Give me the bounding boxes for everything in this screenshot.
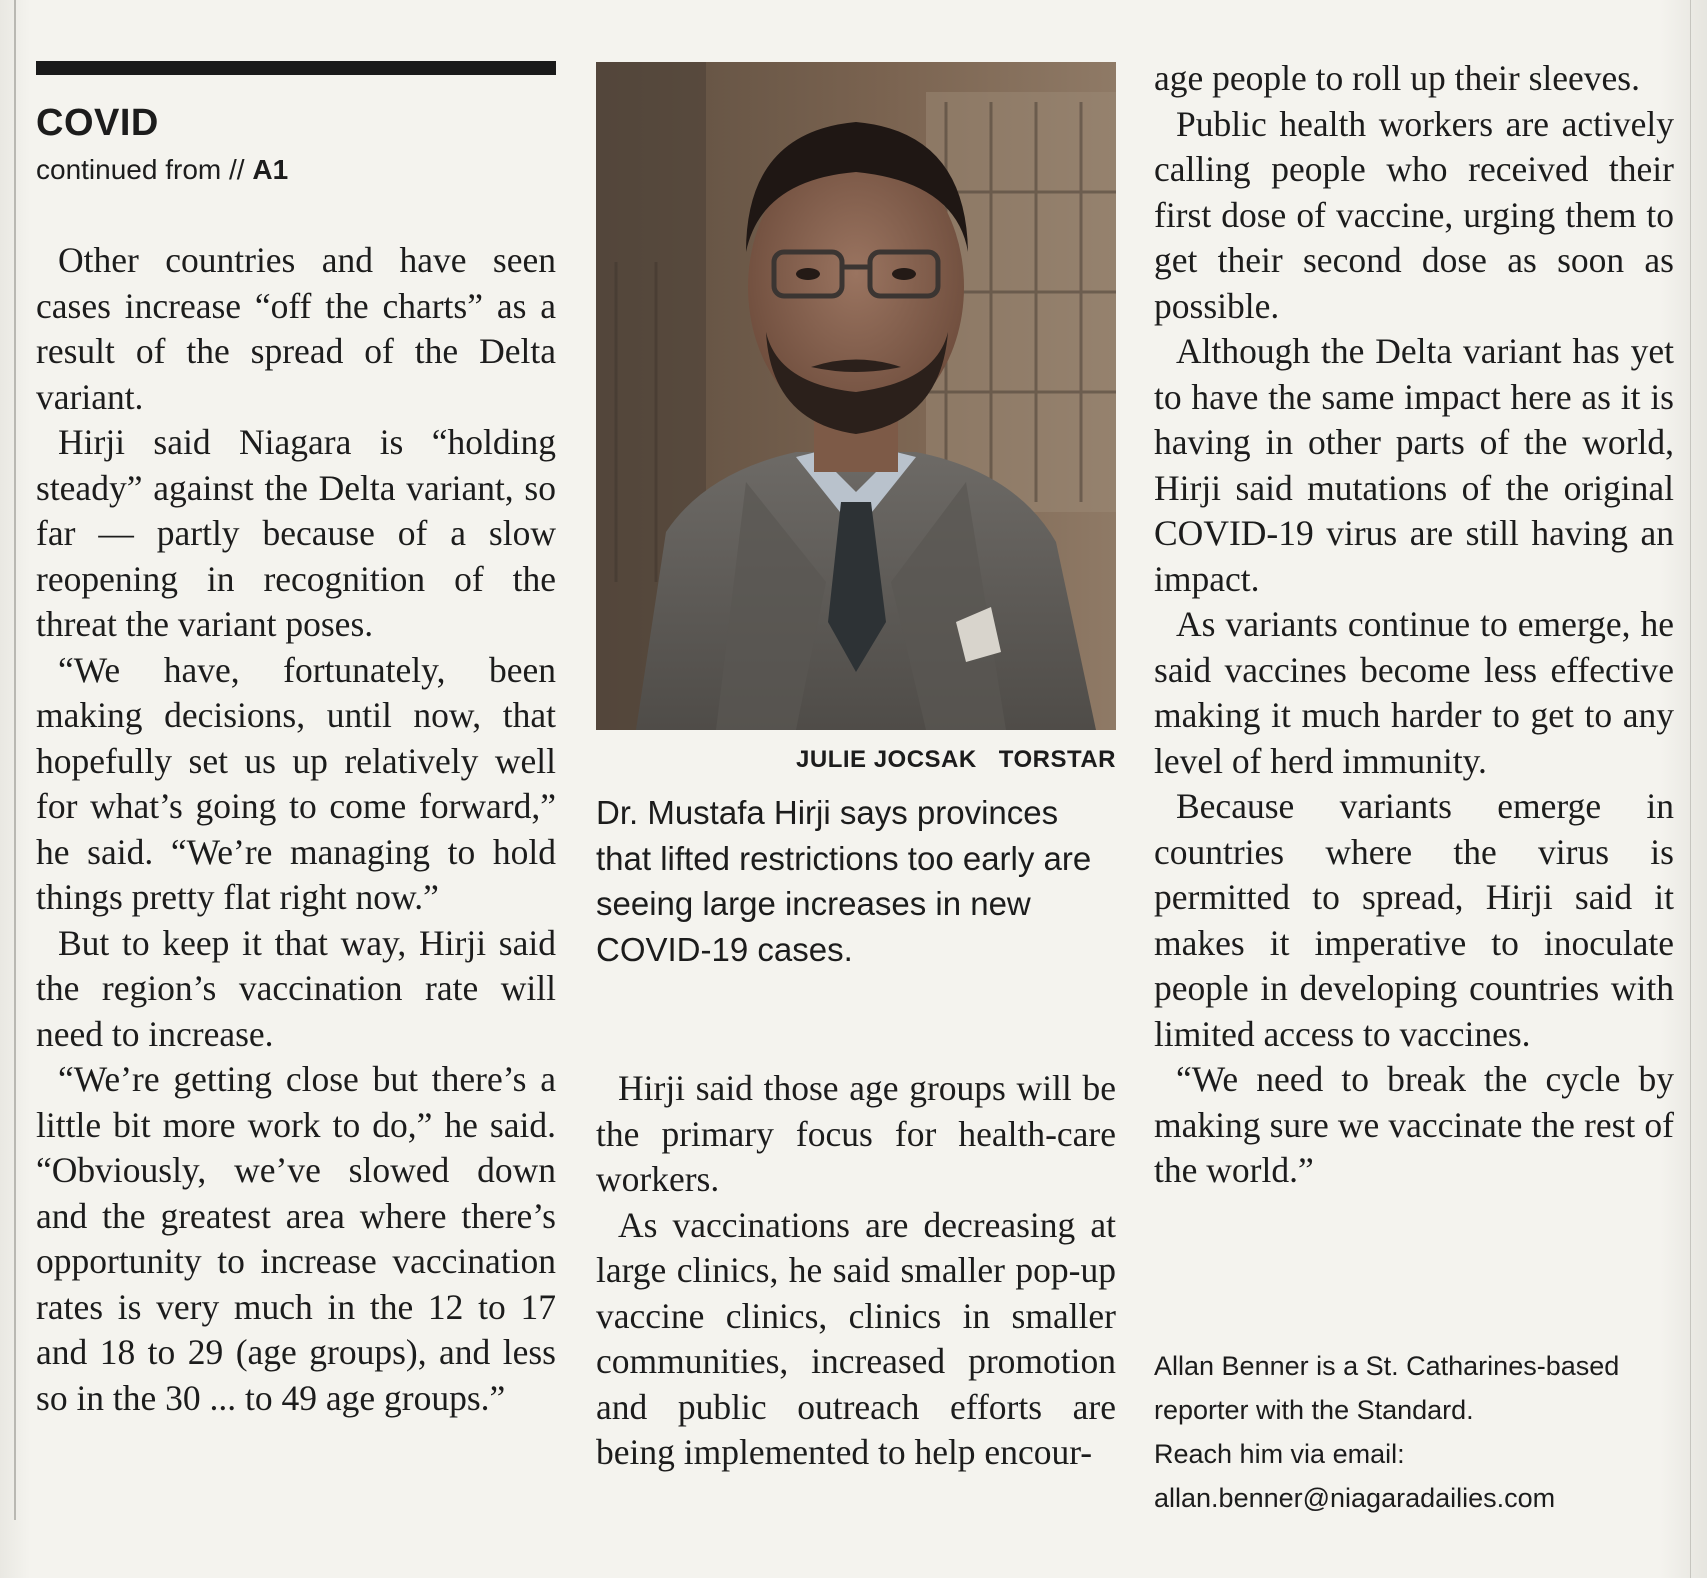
left-column-rule bbox=[14, 0, 16, 1520]
paragraph: “We’re getting close but there’s a little bit more work to do,” he said. “Obviously, we’ve slowed down and the greatest area where there’s opportunity to increase vaccination rates is very much in the 12 to 17 and 18 to 29 (age groups), and less so in the 30 ... to 49 age groups.” bbox=[36, 1059, 556, 1418]
jump-line bbox=[36, 154, 288, 186]
photo-credit bbox=[596, 746, 1116, 774]
right-column-rule bbox=[1690, 0, 1691, 1578]
article-column-2 bbox=[596, 1066, 1116, 1476]
photo-credit-name: JULIE JOCSAK bbox=[796, 746, 977, 773]
paragraph: age people to roll up their sleeves. bbox=[1154, 58, 1640, 98]
paragraph: Because variants emerge in countries where the virus is permitted to spread, Hirji said it makes it imperative to inoculate people in developing countries with limited access to vaccines. bbox=[1154, 786, 1674, 1054]
paragraph: Other countries and have seen cases increase “off the charts” as a result of the spread of the Delta variant. bbox=[36, 240, 556, 417]
paragraph: But to keep it that way, Hirji said the region’s vaccination rate will need to increase. bbox=[36, 922, 556, 1054]
paragraph: Although the Delta variant has yet to have the same impact here as it is having in other parts of the world, Hirji said mutations of the original COVID-19 virus are still having an impact. bbox=[1154, 331, 1674, 599]
author-bio-line: Allan Benner is a St. Catharines-based reporter with the Standard. bbox=[1154, 1351, 1620, 1425]
article-column-1 bbox=[36, 238, 556, 1421]
paragraph: As vaccinations are decreasing at large clinics, he said smaller pop-up vaccine clinics, clinics in smaller communities, increased promotion and public outreach efforts are being implemented to help encour- bbox=[596, 1204, 1116, 1472]
paragraph: Hirji said Niagara is “holding steady” against the Delta variant, so far — partly because of a slow reopening in recognition of the threat the variant poses. bbox=[36, 422, 556, 644]
author-bio-contact: Reach him via email: bbox=[1154, 1439, 1405, 1469]
portrait-photo bbox=[596, 62, 1116, 730]
article-column-3 bbox=[1154, 56, 1674, 1194]
section-kicker: COVID bbox=[36, 102, 159, 144]
photo-credit-org: TORSTAR bbox=[998, 746, 1116, 773]
kicker-rule bbox=[36, 61, 556, 75]
jump-prefix: continued from // bbox=[36, 154, 245, 185]
paragraph: As variants continue to emerge, he said vaccines become less effective making it much harder to get to any level of herd immunity. bbox=[1154, 604, 1674, 781]
paragraph: Public health workers are actively calling people who received their first dose of vaccine, urging them to get their second dose as soon as possible. bbox=[1154, 103, 1674, 326]
photo-caption: Dr. Mustafa Hirji says provinces that lifted restrictions too early are seeing large increases in new COVID-19 cases. bbox=[596, 794, 1092, 968]
paragraph: “We have, fortunately, been making decisions, until now, that hopefully set us up relatively well for what’s going to come forward,” he said. “We’re managing to hold things pretty flat right now.” bbox=[36, 649, 556, 917]
author-email: allan.benner@niagaradailies.com bbox=[1154, 1483, 1556, 1513]
author-bio bbox=[1154, 1344, 1674, 1520]
paragraph: Hirji said those age groups will be the primary focus for health-care workers. bbox=[596, 1068, 1116, 1199]
portrait-image bbox=[596, 62, 1116, 730]
jump-page: A1 bbox=[252, 154, 289, 185]
paragraph: “We need to break the cycle by making sure we vaccinate the rest of the world.” bbox=[1154, 1059, 1674, 1190]
